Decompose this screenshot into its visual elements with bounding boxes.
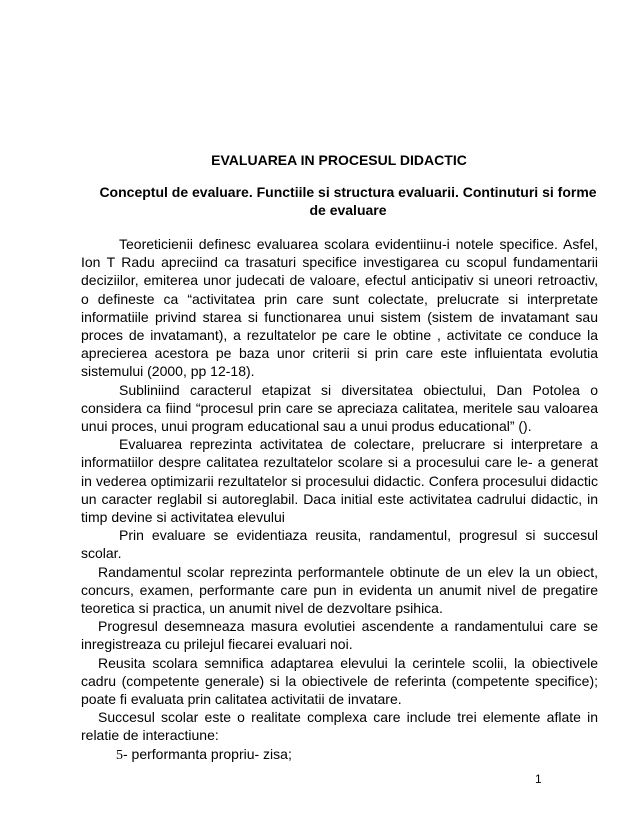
paragraph: Reusita scolara semnifica adaptarea elevului la cerintele scolii, la obiectivele cadru (competente generale) si la obiectivele de referinta (competente specifice); poate fi evaluata prin calitatea activitatii de invatare. xyxy=(81,654,598,708)
document-subtitle: Conceptul de evaluare. Functiile si structura evaluarii. Continuturi si forme de evaluare xyxy=(99,184,597,218)
page-number: 1 xyxy=(535,772,542,786)
document-title: EVALUAREA IN PROCESUL DIDACTIC xyxy=(211,152,467,168)
paragraph: Progresul desemneaza masura evolutiei ascendente a randamentului care se inregistreaza cu prilejul fiecarei evaluari noi. xyxy=(81,618,598,653)
list-item xyxy=(81,745,598,765)
paragraph: Prin evaluare se evidentiaza reusita, randamentul, progresul si succesul scolar. xyxy=(81,527,598,562)
list-item-text: - performanta propriu- zisa; xyxy=(123,745,292,762)
paragraph: Succesul scolar este o realitate complexa care include trei elemente aflate in relatie de interactiune: xyxy=(81,709,598,744)
paragraph: Teoreticienii definesc evaluarea scolara evidentiinu-i notele specifice. Asfel, Ion T Radu apreciind ca trasaturi specifice investigarea cu scopul fundamentarii deciziilor, emiterea unor judecati de valoare, efectul anticipativ si uneori retroactiv, o defineste ca “activitatea prin care sunt colectate, prelucrate si interpretate informatiile privind starea si functionarea unui sistem (sistem de invatamant sau proces de invatamant), a rezultatelor pe care le obtine , activitate ce conduce la aprecierea acestora pe baza unor criterii si prin care este influientata evolutia sistemului (2000, pp 12-18). xyxy=(81,236,598,380)
paragraph: Evaluarea reprezinta activitatea de colectare, prelucrare si interpretare a informatiilor despre calitatea rezultatelor scolare si a procesului care le- a generat in vederea optimizarii rezultatelor si procesului didactic. Confera procesului didactic un caracter reglabil si autoreglabil. Daca initial este activitatea cadrului didactic, in timp devine si activitatea elevului xyxy=(81,436,598,526)
list-item-number: 5 xyxy=(116,747,123,763)
paragraph: Subliniind caracterul etapizat si diversitatea obiectului, Dan Potolea o considera ca fiind “procesul prin care se apreciaza calitatea, meritele sau valoarea unui proces, unui program educational sau a unui produs educational” (). xyxy=(81,381,598,435)
document-body xyxy=(81,235,598,765)
paragraph: Randamentul scolar reprezinta performantele obtinute de un elev la un obiect, concurs, examen, performante care pun in evidenta un anumit nivel de pregatire teoretica si practica, un anumit nivel de dezvoltare psihica. xyxy=(81,563,598,617)
